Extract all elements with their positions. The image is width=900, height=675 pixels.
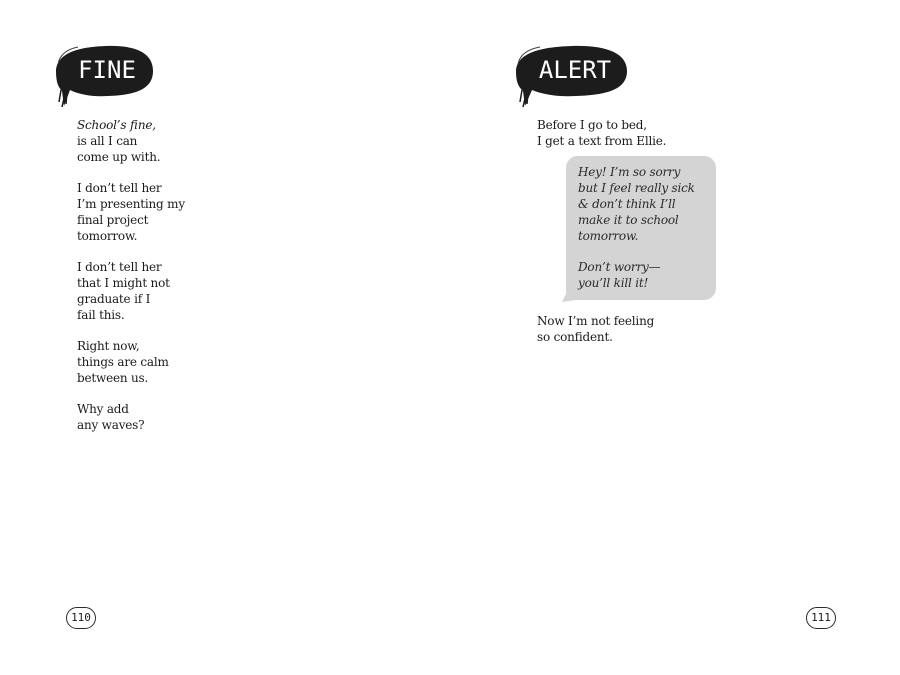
text-message-content (578, 164, 716, 306)
poem-line: make it to school (578, 213, 679, 227)
poem-line: I’m presenting my (77, 197, 185, 211)
page-number: 110 (66, 607, 96, 629)
poem-stanza (77, 401, 185, 433)
poem-line: any waves? (77, 418, 145, 432)
poem-line: tomorrow. (578, 229, 639, 243)
poem-line: Before I go to bed, (537, 118, 647, 132)
poem-line: final project (77, 213, 149, 227)
poem-line: that I might not (77, 276, 170, 290)
title-speech-bubble (56, 44, 156, 108)
poem-line: but I feel really sick (578, 181, 695, 195)
title-speech-bubble (516, 44, 630, 108)
poem-line: I get a text from Ellie. (537, 134, 667, 148)
poem-line: so confident. (537, 330, 613, 344)
poem-stanza (77, 338, 185, 386)
poem-line: Right now, (77, 339, 140, 353)
poem-line: you’ll kill it! (578, 276, 649, 290)
poem-stanza (77, 180, 185, 244)
poem-line: tomorrow. (77, 229, 138, 243)
text-message-bubble (562, 156, 718, 302)
poem-line: come up with. (77, 150, 161, 164)
poem-line: School’s fine, (77, 118, 156, 132)
message-paragraph (578, 164, 716, 244)
poem-body (77, 117, 185, 448)
poem-line: fail this. (77, 308, 125, 322)
poem-line: I don’t tell her (77, 260, 162, 274)
poem-line: between us. (77, 371, 149, 385)
poem-line: Why add (77, 402, 129, 416)
right-page (450, 0, 900, 675)
poem-line: I don’t tell her (77, 181, 162, 195)
poem-title: ALERT (538, 56, 612, 84)
poem-line: is all I can (77, 134, 138, 148)
poem-line: things are calm (77, 355, 169, 369)
poem-stanza (77, 117, 185, 165)
poem-intro (537, 117, 666, 149)
poem-outro (537, 313, 654, 345)
poem-line: Don’t worry— (578, 260, 661, 274)
poem-line: & don’t think I’ll (578, 197, 676, 211)
page-number: 111 (806, 607, 836, 629)
poem-stanza (77, 259, 185, 323)
poem-line: Hey! I’m so sorry (578, 165, 681, 179)
message-paragraph (578, 259, 716, 291)
poem-line: Now I’m not feeling (537, 314, 655, 328)
poem-title: FINE (78, 56, 136, 84)
poem-line: graduate if I (77, 292, 151, 306)
